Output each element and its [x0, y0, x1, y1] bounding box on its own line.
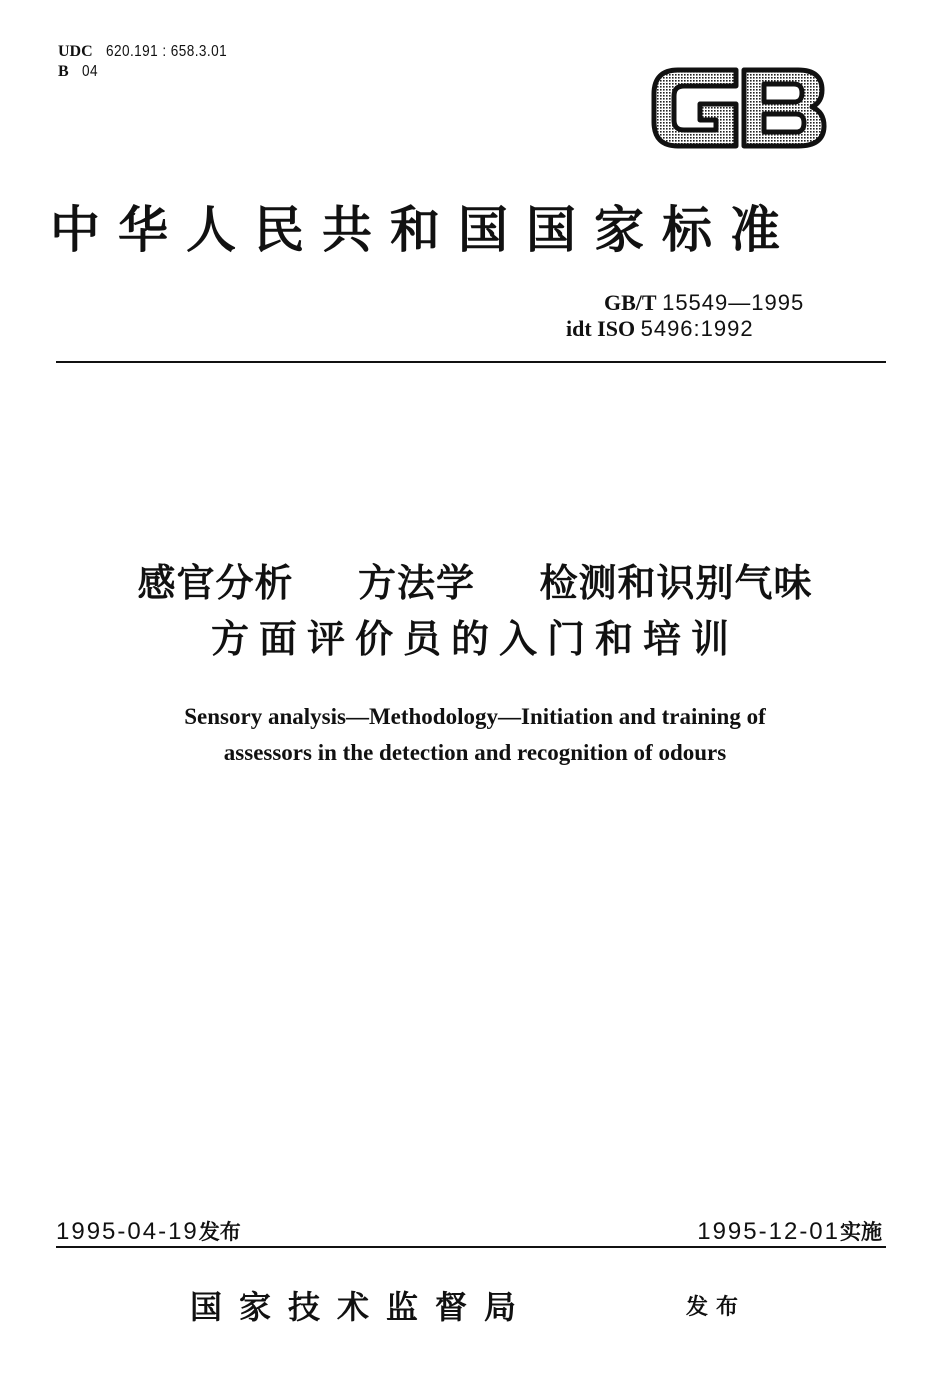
standard-code	[566, 290, 804, 342]
implementation-date-word: 实施	[840, 1220, 882, 1244]
gb-logo	[648, 62, 830, 152]
title-cn-line2: 方面评价员的入门和培训	[210, 617, 739, 661]
b-value: 04	[82, 63, 98, 80]
issuing-authority-action: 发布	[686, 1295, 747, 1320]
national-standard-title: 中华人民共和国国家标准	[50, 200, 798, 259]
standard-number: 15549—1995	[662, 290, 805, 315]
title-cn-line1: 感官分析 方法学 检测和识别气味	[137, 561, 813, 605]
implementation-date-value: 1995-12-01	[697, 1218, 840, 1245]
idt-number: 5496:1992	[640, 316, 754, 341]
title-en-line1: Sensory analysis—Methodology—Initiation and training of	[184, 704, 766, 729]
title-en-line2: assessors in the detection and recognition of odours	[223, 740, 727, 765]
classification-block	[58, 42, 248, 82]
issue-date-value: 1995-04-19	[56, 1218, 199, 1245]
footer-divider	[56, 1246, 886, 1248]
idt-prefix: idt ISO	[566, 316, 636, 341]
gb-logo-graphic	[648, 62, 830, 152]
issuing-authority: 国家技术监督局	[190, 1288, 534, 1326]
issue-date-word: 发布	[198, 1220, 241, 1244]
b-label: B	[58, 63, 69, 80]
udc-line	[58, 42, 248, 62]
idt-line	[566, 316, 804, 342]
header-divider	[56, 361, 886, 363]
standard-prefix: GB/T	[604, 290, 657, 315]
udc-label: UDC	[58, 43, 93, 60]
b-line	[58, 62, 248, 82]
standard-number-line	[566, 290, 804, 316]
udc-value: 620.191 : 658.3.01	[106, 43, 228, 60]
issue-date	[56, 1216, 241, 1246]
implementation-date	[697, 1216, 882, 1246]
